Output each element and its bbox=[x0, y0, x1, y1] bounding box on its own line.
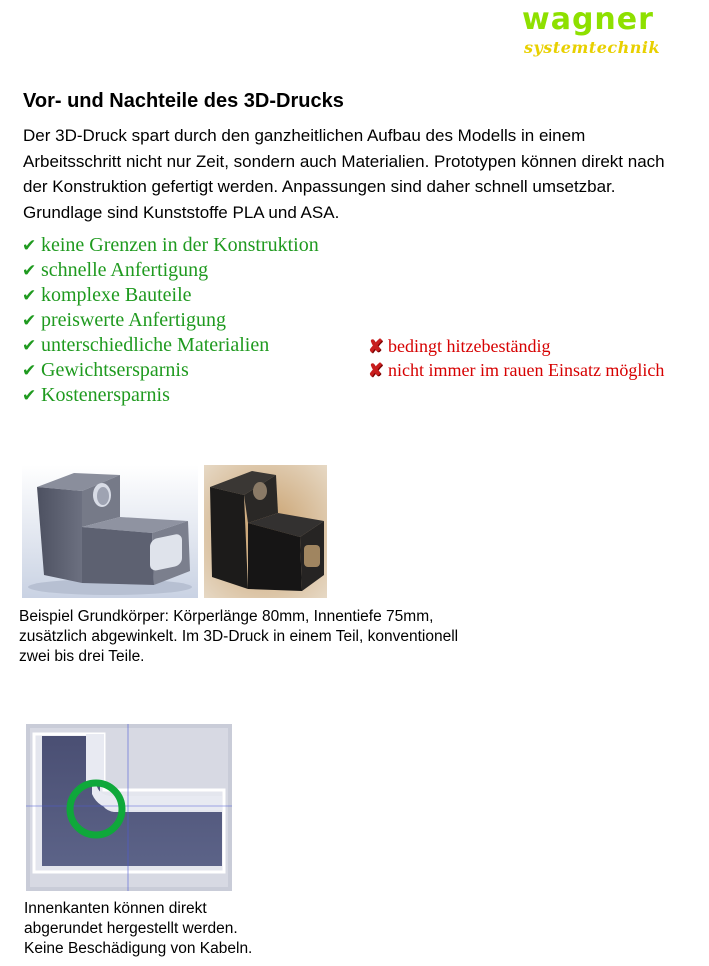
advantage-label: komplexe Bauteile bbox=[41, 284, 192, 306]
edge-caption-line: Innenkanten können direkt bbox=[24, 900, 207, 917]
check-icon: ✔ bbox=[22, 386, 37, 405]
logo-subtitle: systemtechnik bbox=[524, 38, 661, 57]
disadvantage-label: nicht immer im rauen Einsatz möglich bbox=[388, 360, 665, 380]
intro-paragraph: Der 3D-Druck spart durch den ganzheitlichen Aufbau des Modells in einem Arbeitsschritt nicht nur Zeit, sondern auch Materialien. Prototypen können direkt nach der Konstruktion gefertigt werden. Anpassungen sind daher schnell umsetzbar. Grundlage sind Kunststoffe PLA und ASA. bbox=[23, 126, 665, 222]
cross-icon: ✘ bbox=[368, 360, 384, 380]
cross-icon: ✘ bbox=[368, 336, 384, 356]
disadvantage-label: bedingt hitzebeständig bbox=[388, 336, 551, 356]
advantage-item bbox=[22, 283, 319, 308]
advantage-label: Gewichtsersparnis bbox=[41, 359, 189, 381]
check-icon: ✔ bbox=[22, 311, 37, 330]
cad-render-image bbox=[22, 465, 198, 598]
disadvantage-item bbox=[368, 358, 664, 382]
advantage-label: schnelle Anfertigung bbox=[41, 259, 209, 281]
disadvantage-item bbox=[368, 334, 664, 358]
advantage-item bbox=[22, 233, 319, 258]
edge-caption-line: Keine Beschädigung von Kabeln. bbox=[24, 940, 253, 957]
rounded-edge-diagram bbox=[26, 724, 232, 891]
advantage-item bbox=[22, 258, 319, 283]
edge-caption-line: abgerundet hergestellt werden. bbox=[24, 920, 238, 937]
page-title: Vor- und Nachteile des 3D-Drucks bbox=[23, 90, 344, 112]
check-icon: ✔ bbox=[22, 286, 37, 305]
advantage-label: preiswerte Anfertigung bbox=[41, 309, 226, 331]
check-icon: ✔ bbox=[22, 361, 37, 380]
advantage-item bbox=[22, 308, 319, 333]
advantage-item bbox=[22, 358, 319, 383]
check-icon: ✔ bbox=[22, 236, 37, 255]
check-icon: ✔ bbox=[22, 261, 37, 280]
printed-part-photo bbox=[204, 465, 327, 598]
disadvantages-list bbox=[368, 334, 664, 382]
advantage-label: keine Grenzen in der Konstruktion bbox=[41, 234, 319, 256]
advantage-label: Kostenersparnis bbox=[41, 384, 170, 406]
logo-wordmark: wagner bbox=[522, 2, 654, 37]
advantages-list bbox=[22, 233, 319, 408]
check-icon: ✔ bbox=[22, 336, 37, 355]
advantage-item bbox=[22, 333, 319, 358]
advantage-item bbox=[22, 383, 319, 408]
edge-caption bbox=[24, 899, 324, 959]
example-caption: Beispiel Grundkörper: Körperlänge 80mm, Innentiefe 75mm, zusätzlich abgewinkelt. Im 3D-Druck in einem Teil, konventionell zwei bis drei Teile. bbox=[19, 608, 459, 665]
company-logo bbox=[518, 2, 668, 62]
advantage-label: unterschiedliche Materialien bbox=[41, 334, 270, 356]
